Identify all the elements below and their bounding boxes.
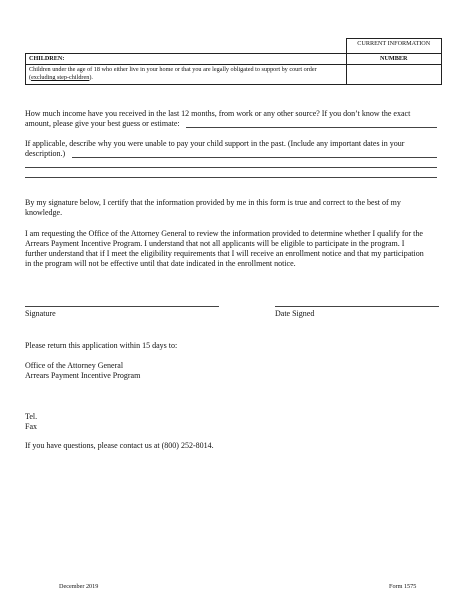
children-description: Children under the age of 18 who either live in your home or that you are legally obligated to support by court order (excluding step-children). xyxy=(26,65,347,85)
certification-text: By my signature below, I certify that the information provided by me in this form is true and correct to the best of my knowledge. xyxy=(25,198,401,217)
support-answer-line-3[interactable] xyxy=(25,177,437,178)
number-heading: NUMBER xyxy=(346,54,442,65)
office-address: Office of the Attorney General Arrears Payment Incentive Program xyxy=(25,361,141,380)
current-information-header: CURRENT INFORMATION xyxy=(346,39,442,54)
date-signed-label: Date Signed xyxy=(275,309,315,318)
income-answer-line[interactable] xyxy=(186,127,437,128)
income-question: How much income have you received in the last 12 months, from work or any other source? If you don’t know the exact amount, please give your best guess or estimate: xyxy=(25,109,411,128)
return-instruction: Please return this application within 15 days to: xyxy=(25,341,178,350)
children-number-field[interactable] xyxy=(346,65,442,85)
children-table xyxy=(25,38,442,85)
support-question: If applicable, describe why you were unable to pay your child support in the past. (Include any important dates in your description.) xyxy=(25,139,405,158)
questions-contact: If you have questions, please contact us at (800) 252-8014. xyxy=(25,441,214,450)
signature-label: Signature xyxy=(25,309,56,318)
signature-line[interactable] xyxy=(25,306,219,307)
footer-date: December 2019 xyxy=(59,583,99,590)
support-answer-line-1[interactable] xyxy=(72,157,437,158)
contact-block: Tel. Fax xyxy=(25,412,38,431)
footer-form-number: Form 1575 xyxy=(389,583,417,590)
date-signed-line[interactable] xyxy=(275,306,439,307)
request-paragraph: I am requesting the Office of the Attorney General to review the information provided to determine whether I qualify for the Arrears Payment Incentive Program. I understand that not all applicants will be eligible to participate in the program. I further understand that if I meet the eligibility requirements that I will receive an enrollment notice and that my participation in the program will not be effective until that date indicated in the enrollment notice. xyxy=(25,229,424,268)
support-answer-line-2[interactable] xyxy=(25,167,437,168)
children-heading: CHILDREN: xyxy=(26,54,347,65)
